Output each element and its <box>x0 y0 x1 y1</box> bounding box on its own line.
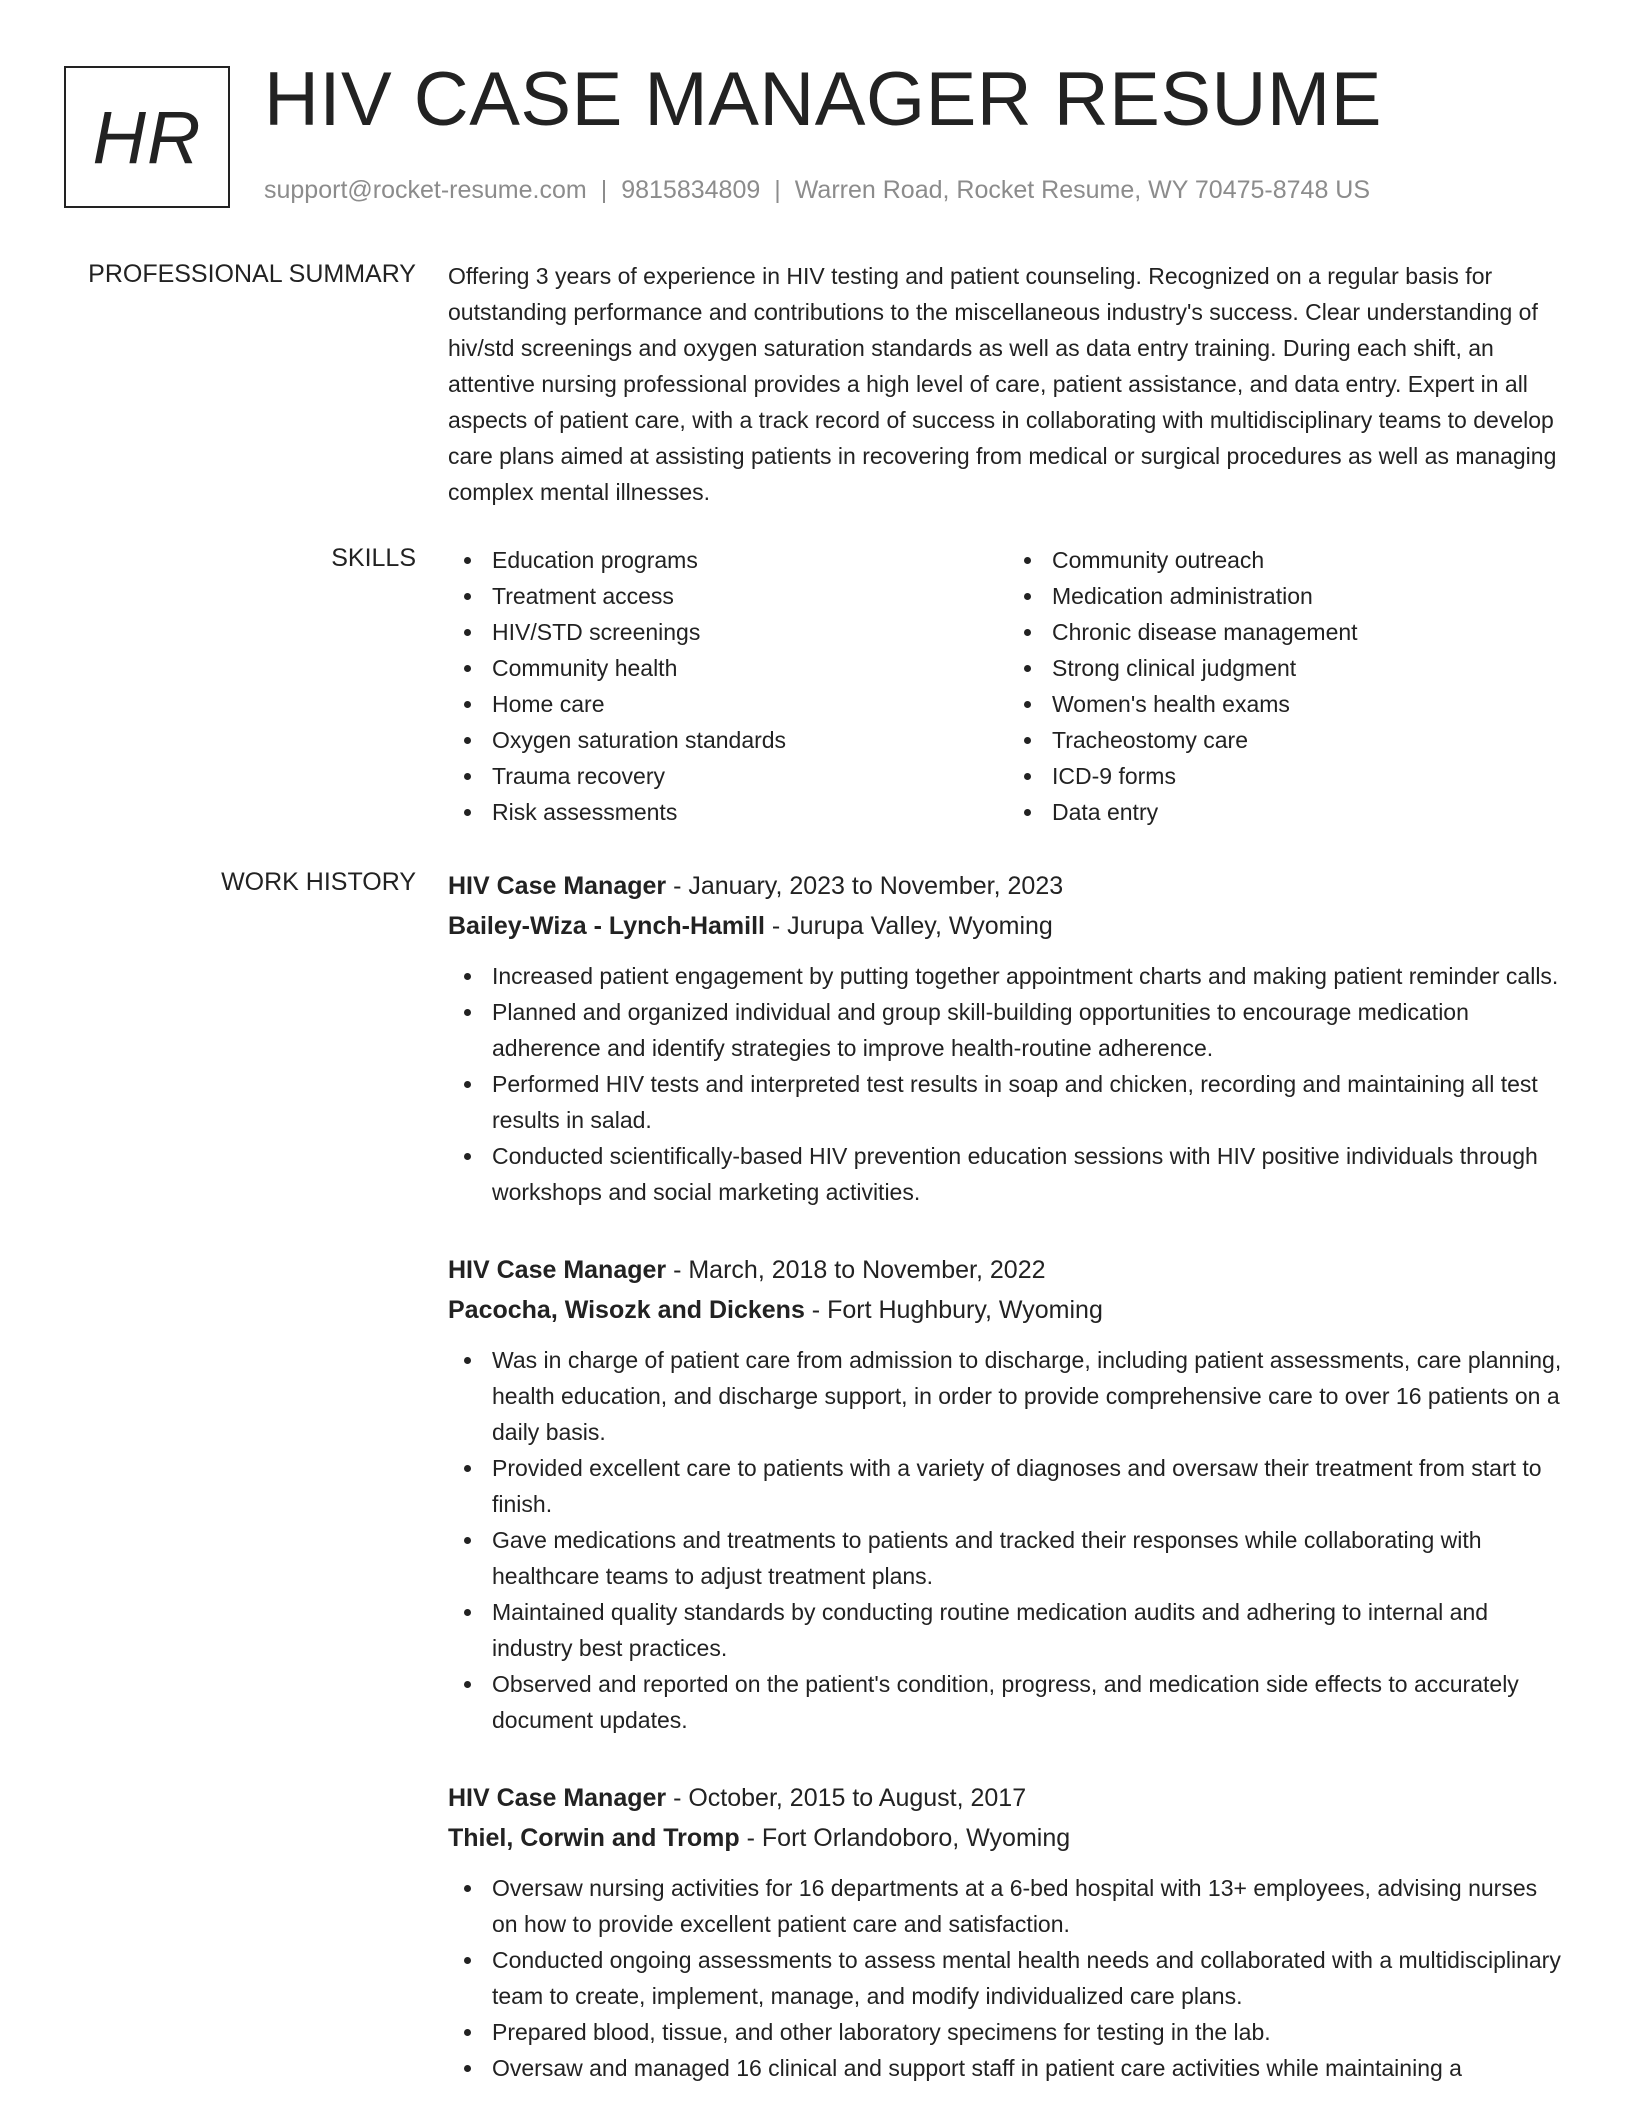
job-title: HIV Case Manager <box>448 872 667 900</box>
job-bullet: Increased patient engagement by putting together appointment charts and making patient reminder calls. <box>492 958 1568 994</box>
job-bullet: Performed HIV tests and interpreted test results in soap and chicken, recording and maintaining all test results in salad. <box>492 1066 1568 1138</box>
contact-phone: 9815834809 <box>621 176 761 204</box>
job-entry <box>448 866 1568 1210</box>
job-bullet: Planned and organized individual and group skill-building opportunities to encourage medication adherence and identify strategies to improve health-routine adherence. <box>492 994 1568 1066</box>
skill-item: Data entry <box>1052 794 1568 830</box>
job-bullet: Was in charge of patient care from admission to discharge, including patient assessments, care planning, health education, and discharge support, in order to provide comprehensive care to over 16 patients on a daily basis. <box>492 1342 1568 1450</box>
job-bullets <box>448 1870 1568 2086</box>
skill-item: Treatment access <box>492 578 1008 614</box>
job-location: - Fort Orlandoboro, Wyoming <box>739 1824 1071 1852</box>
job-location: - Fort Hughbury, Wyoming <box>804 1296 1103 1324</box>
skill-item: Education programs <box>492 542 1008 578</box>
job-dates: - March, 2018 to November, 2022 <box>666 1256 1046 1284</box>
job-bullet: Conducted ongoing assessments to assess mental health needs and collaborated with a multidisciplinary team to create, implement, manage, and modify individualized care plans. <box>492 1942 1568 2014</box>
skill-item: Women's health exams <box>1052 686 1568 722</box>
skill-item: ICD-9 forms <box>1052 758 1568 794</box>
job-title-line <box>448 1250 1568 1290</box>
job-employer-line <box>448 1290 1568 1330</box>
contact-line <box>264 176 1370 205</box>
skill-item: Community health <box>492 650 1008 686</box>
skill-item: Risk assessments <box>492 794 1008 830</box>
contact-address: Warren Road, Rocket Resume, WY 70475-8748 US <box>794 176 1371 204</box>
skill-item: Strong clinical judgment <box>1052 650 1568 686</box>
job-title-line <box>448 866 1568 906</box>
job-employer-line <box>448 1818 1568 1858</box>
job-employer: Pacocha, Wisozk and Dickens <box>448 1296 805 1324</box>
job-employer-line <box>448 906 1568 946</box>
job-bullet: Gave medications and treatments to patients and tracked their responses while collaborating with healthcare teams to adjust treatment plans. <box>492 1522 1568 1594</box>
skill-item: Oxygen saturation standards <box>492 722 1008 758</box>
job-dates: - October, 2015 to August, 2017 <box>666 1784 1027 1812</box>
summary-heading: PROFESSIONAL SUMMARY <box>88 260 416 288</box>
work-history-heading: WORK HISTORY <box>221 868 416 896</box>
resume-title: HIV CASE MANAGER RESUME <box>264 57 1382 142</box>
skill-item: Chronic disease management <box>1052 614 1568 650</box>
job-bullet: Maintained quality standards by conducting routine medication audits and adhering to internal and industry best practices. <box>492 1594 1568 1666</box>
job-bullet: Conducted scientifically-based HIV prevention education sessions with HIV positive individuals through workshops and social marketing activities. <box>492 1138 1568 1210</box>
contact-separator: | <box>774 176 781 204</box>
job-bullet: Observed and reported on the patient's condition, progress, and medication side effects to accurately document updates. <box>492 1666 1568 1738</box>
skill-item: HIV/STD screenings <box>492 614 1008 650</box>
job-dates: - January, 2023 to November, 2023 <box>666 872 1064 900</box>
monogram-box <box>64 66 230 208</box>
contact-separator: | <box>600 176 608 204</box>
job-bullets <box>448 958 1568 1210</box>
job-title: HIV Case Manager <box>448 1784 667 1812</box>
job-bullet: Oversaw nursing activities for 16 departments at a 6-bed hospital with 13+ employees, advising nurses on how to provide excellent patient care and satisfaction. <box>492 1870 1568 1942</box>
monogram-initials: HR <box>92 95 202 179</box>
job-bullet: Oversaw and managed 16 clinical and support staff in patient care activities while maintaining a <box>492 2050 1568 2086</box>
job-location: - Jurupa Valley, Wyoming <box>764 912 1053 940</box>
job-title-line <box>448 1778 1568 1818</box>
skills-heading: SKILLS <box>331 544 416 572</box>
skills-body <box>448 542 1568 830</box>
skill-item: Medication administration <box>1052 578 1568 614</box>
skills-list-left <box>448 542 1008 830</box>
skill-item: Trauma recovery <box>492 758 1008 794</box>
skills-columns <box>448 542 1568 830</box>
work-history-body <box>448 866 1568 2086</box>
job-entry <box>448 1778 1568 2086</box>
contact-email: support@rocket-resume.com <box>264 176 587 204</box>
skills-list-right <box>1008 542 1568 830</box>
job-bullet: Prepared blood, tissue, and other laboratory specimens for testing in the lab. <box>492 2014 1568 2050</box>
summary-text: Offering 3 years of experience in HIV testing and patient counseling. Recognized on a regular basis for outstanding performance and contributions to the miscellaneous industry's success. Clear understanding of hiv/std screenings and oxygen saturation standards as well as data entry training. During each shift, an attentive nursing professional provides a high level of care, patient assistance, and data entry. Expert in all aspects of patient care, with a track record of success in collaborating with multidisciplinary teams to develop care plans aimed at assisting patients in recovering from medical or surgical procedures as well as managing complex mental illnesses. <box>448 263 1557 505</box>
summary-body <box>448 258 1568 510</box>
job-employer: Thiel, Corwin and Tromp <box>448 1824 740 1852</box>
job-employer: Bailey-Wiza - Lynch-Hamill <box>448 912 765 940</box>
job-entry <box>448 1250 1568 1738</box>
job-bullet: Provided excellent care to patients with a variety of diagnoses and oversaw their treatment from start to finish. <box>492 1450 1568 1522</box>
skill-item: Community outreach <box>1052 542 1568 578</box>
job-bullets <box>448 1342 1568 1738</box>
job-title: HIV Case Manager <box>448 1256 667 1284</box>
skill-item: Tracheostomy care <box>1052 722 1568 758</box>
skill-item: Home care <box>492 686 1008 722</box>
